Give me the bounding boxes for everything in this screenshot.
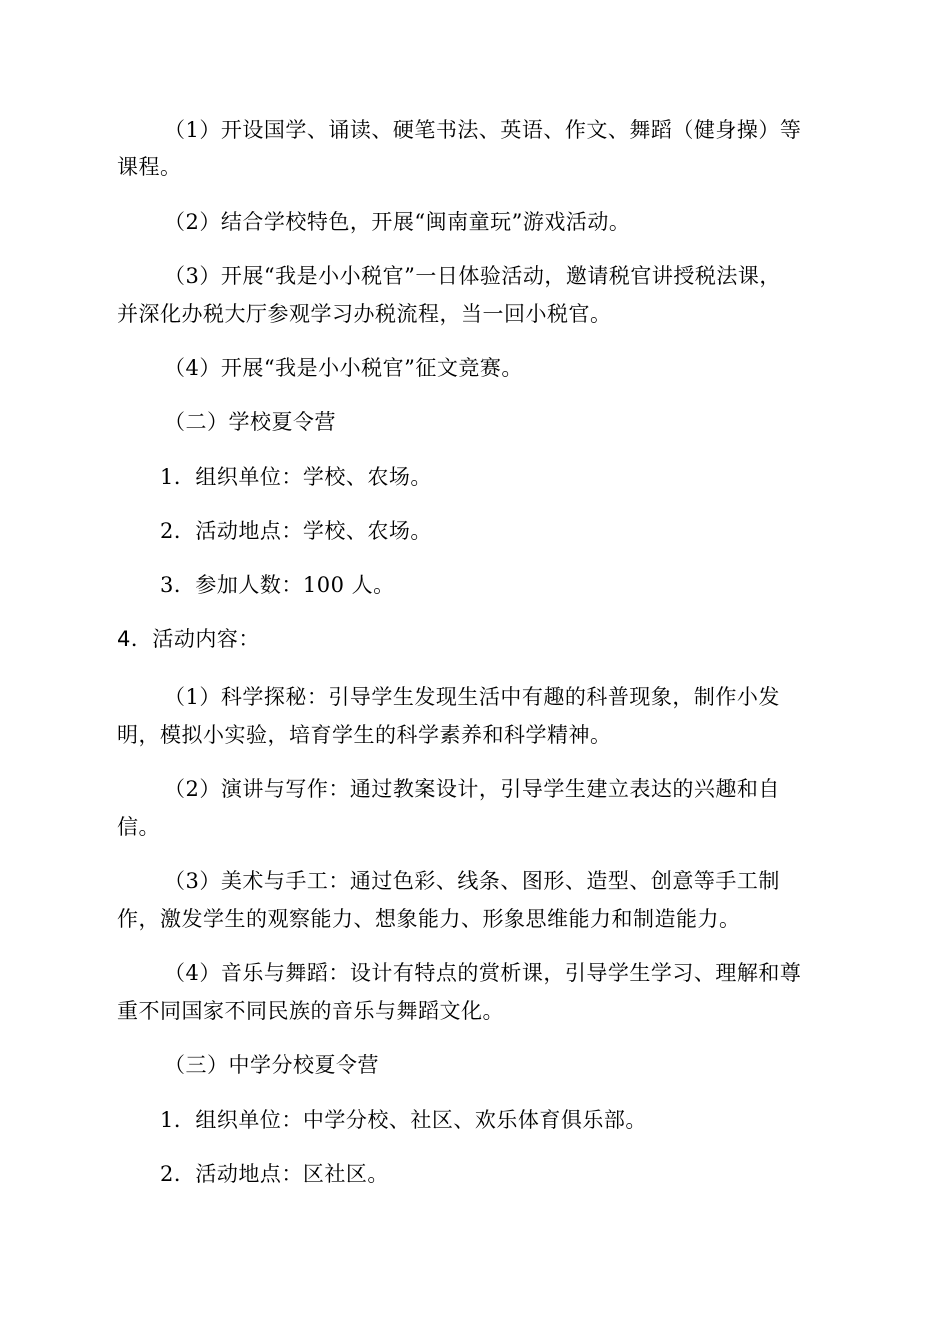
paragraph-line: （1）科学探秘：引导学生发现生活中有趣的科普现象，制作小发 bbox=[164, 685, 780, 709]
paragraph-line: （2）演讲与写作：通过教案设计，引导学生建立表达的兴趣和自 bbox=[164, 777, 780, 801]
paragraph-line: 作，激发学生的观察能力、想象能力、形象思维能力和制造能力。 bbox=[117, 907, 741, 931]
section-heading: （二）学校夏令营 bbox=[164, 410, 336, 434]
paragraph-line: 并深化办税大厅参观学习办税流程，当一回小税官。 bbox=[117, 302, 612, 326]
paragraph-line: （3）开展“我是小小税官”一日体验活动，邀请税官讲授税法课， bbox=[164, 264, 781, 288]
paragraph-line: （1）开设国学、诵读、硬笔书法、英语、作文、舞蹈（健身操）等 bbox=[164, 118, 802, 142]
numbered-item: 1．组织单位：中学分校、社区、欢乐体育俱乐部。 bbox=[160, 1108, 647, 1132]
paragraph-line: （3）美术与手工：通过色彩、线条、图形、造型、创意等手工制 bbox=[164, 869, 780, 893]
numbered-item: 2．活动地点：区社区。 bbox=[160, 1162, 389, 1186]
paragraph-line: 课程。 bbox=[117, 155, 182, 179]
paragraph-line: （4）开展“我是小小税官”征文竞赛。 bbox=[164, 356, 523, 380]
numbered-item: 3．参加人数：100 人。 bbox=[160, 573, 395, 597]
section-heading: （三）中学分校夏令营 bbox=[164, 1053, 379, 1077]
paragraph-line: 明，模拟小实验，培育学生的科学素养和科学精神。 bbox=[117, 723, 612, 747]
numbered-item: 1．组织单位：学校、农场。 bbox=[160, 465, 432, 489]
paragraph-line: （4）音乐与舞蹈：设计有特点的赏析课，引导学生学习、理解和尊 bbox=[164, 961, 802, 985]
paragraph-line: （2）结合学校特色，开展“闽南童玩”游戏活动。 bbox=[164, 210, 631, 234]
paragraph-line: 信。 bbox=[117, 815, 160, 839]
numbered-item: 2．活动地点：学校、农场。 bbox=[160, 519, 432, 543]
paragraph-line: 重不同国家不同民族的音乐与舞蹈文化。 bbox=[117, 999, 504, 1023]
numbered-heading: 4．活动内容： bbox=[117, 627, 260, 651]
